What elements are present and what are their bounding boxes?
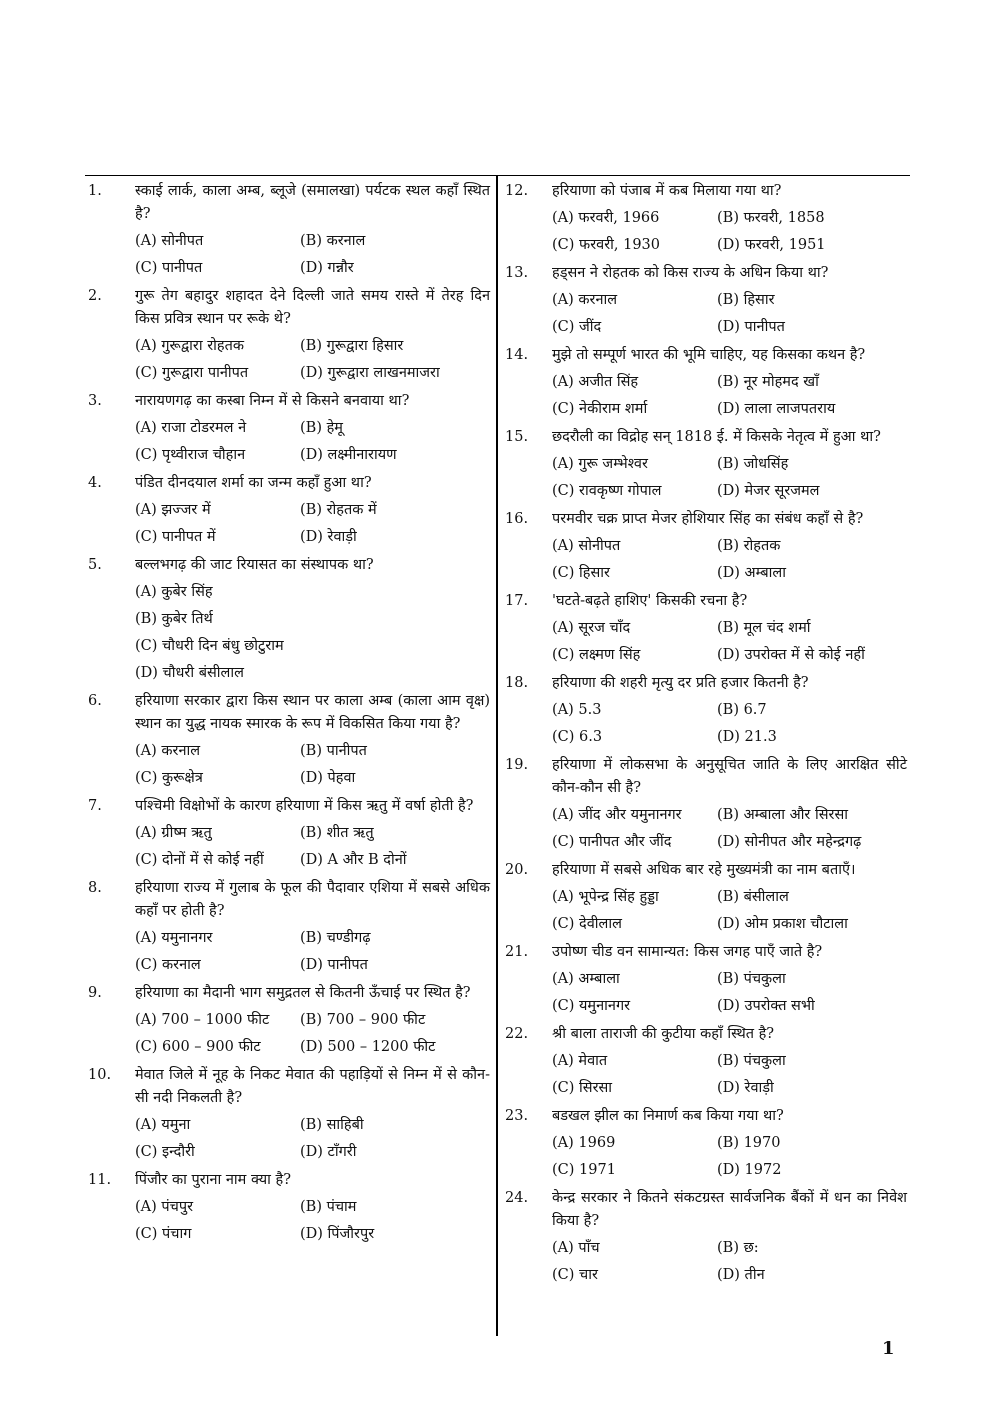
option-b: (B) 6.7: [717, 702, 767, 718]
option-b: (B) कुबेर तिर्थ: [135, 611, 213, 627]
option-b: (B) साहिबी: [300, 1117, 364, 1133]
question-number: 3.: [88, 393, 102, 409]
option-b: (B) छ:: [717, 1240, 759, 1256]
option-b: (B) गुरूद्वारा हिसार: [300, 338, 404, 354]
option-a: (A) सूरज चाँद: [552, 620, 631, 636]
question-text: श्री बाला ताराजी की कुटीया कहाँ स्थित है?: [552, 1026, 775, 1042]
option-c: (C) लक्ष्मण सिंह: [552, 647, 641, 663]
question-text: हरियाणा में सबसे अधिक बार रहे मुख्यमंत्री का नाम बताएँ।: [552, 862, 856, 878]
column-divider: [496, 176, 498, 1336]
question-text: हरियाणा सरकार द्वारा किस स्थान पर काला अम्ब (काला आम वृक्ष) स्थान का युद्ध नायक स्मारक के रूप में विकसित किया गया है?: [135, 693, 490, 732]
option-d: (D) ओम प्रकाश चौटाला: [717, 916, 848, 932]
option-d: (D) 21.3: [717, 729, 777, 745]
question-item: [505, 180, 907, 257]
options-grid: [135, 1196, 490, 1246]
question-number: 13.: [505, 265, 529, 281]
option-d: (D) रेवाड़ी: [717, 1080, 774, 1096]
option-d: (D) A और B दोनों: [300, 852, 407, 868]
option-d: (D) 500 – 1200 फीट: [300, 1039, 436, 1055]
question-number: 6.: [88, 693, 102, 709]
question-number: 12.: [505, 183, 529, 199]
option-b: (B) हिसार: [717, 292, 775, 308]
option-b: (B) 1970: [717, 1135, 781, 1151]
option-d: (D) सोनीपत और महेन्द्रगढ़: [717, 834, 862, 850]
question-text: गुरू तेग बहादुर शहादत देने दिल्ली जाते समय रास्ते में तेरह दिन किस प्रवित्र स्थान पर रूके थे?: [135, 288, 490, 327]
option-a: (A) कुबेर सिंह: [135, 584, 213, 600]
option-d: (D) पिंजौरपुर: [300, 1226, 375, 1242]
question-item: [505, 426, 907, 503]
question-number: 10.: [88, 1067, 112, 1083]
options-grid: [552, 617, 907, 667]
option-c: (C) यमुनानगर: [552, 998, 631, 1014]
question-item: [88, 1169, 490, 1246]
option-c: (C) पानीपत: [135, 260, 203, 276]
option-c: (C) पानीपत में: [135, 529, 216, 545]
option-c: (C) करनाल: [135, 957, 201, 973]
option-c: (C) कुरूक्षेत्र: [135, 770, 203, 786]
option-b: (B) पंचकुला: [717, 971, 786, 987]
options-grid: [552, 289, 907, 339]
question-item: [88, 1064, 490, 1164]
question-item: [88, 472, 490, 549]
question-item: [505, 859, 907, 936]
option-a: (A) फरवरी, 1966: [552, 210, 660, 226]
option-a: (A) यमुनानगर: [135, 930, 213, 946]
options-grid: [135, 230, 490, 280]
options-grid: [135, 335, 490, 385]
option-c: (C) चौधरी दिन बंधु छोटुराम: [135, 638, 284, 654]
option-b: (B) हेमू: [300, 420, 343, 436]
options-grid: [135, 581, 490, 685]
option-d: (D) पानीपत: [717, 319, 785, 335]
option-d: (D) गुरूद्वारा लाखनमाजरा: [300, 365, 440, 381]
option-b: (B) पंचकुला: [717, 1053, 786, 1069]
question-text: केन्द्र सरकार ने कितने संकटग्रस्त सार्वजनिक बैंकों में धन का निवेश किया है?: [552, 1190, 907, 1229]
option-a: (A) जींद और यमुनानगर: [552, 807, 682, 823]
question-text: परमवीर चक्र प्राप्त मेजर होशियार सिंह का संबंध कहाँ से है?: [552, 511, 864, 527]
options-grid: [135, 499, 490, 549]
question-item: [88, 877, 490, 977]
question-item: [505, 1105, 907, 1182]
options-grid: [552, 1237, 907, 1287]
option-b: (B) पंचाम: [300, 1199, 357, 1215]
question-text: हरियाणा की शहरी मृत्यु दर प्रति हजार कितनी है?: [552, 675, 809, 691]
option-c: (C) रावकृष्ण गोपाल: [552, 483, 662, 499]
option-c: (C) पंचाग: [135, 1226, 192, 1242]
question-item: [505, 754, 907, 854]
option-a: (A) पंचपुर: [135, 1199, 194, 1215]
option-d: (D) चौधरी बंसीलाल: [135, 665, 244, 681]
options-grid: [552, 699, 907, 749]
question-text: 'घटते-बढ़ते हाशिए' किसकी रचना है?: [552, 593, 748, 609]
option-c: (C) देवीलाल: [552, 916, 622, 932]
option-d: (D) लक्ष्मीनारायण: [300, 447, 397, 463]
option-c: (C) फरवरी, 1930: [552, 237, 660, 253]
option-a: (A) करनाल: [135, 743, 201, 759]
question-text: मेवात जिले में नूह के निकट मेवात की पहाड़ियों से निम्न में से कौन-सी नदी निकलती है?: [135, 1067, 490, 1106]
question-number: 20.: [505, 862, 529, 878]
question-item: [88, 795, 490, 872]
option-b: (B) 700 – 900 फीट: [300, 1012, 426, 1028]
question-number: 9.: [88, 985, 102, 1001]
question-number: 1.: [88, 183, 102, 199]
question-number: 18.: [505, 675, 529, 691]
question-number: 17.: [505, 593, 529, 609]
question-item: [88, 285, 490, 385]
option-a: (A) अजीत सिंह: [552, 374, 639, 390]
option-c: (C) 600 – 900 फीट: [135, 1039, 261, 1055]
option-d: (D) फरवरी, 1951: [717, 237, 826, 253]
right-column: [505, 180, 907, 1292]
option-b: (B) रोहतक: [717, 538, 781, 554]
option-b: (B) रोहतक में: [300, 502, 377, 518]
question-text: बल्लभगढ़ की जाट रियासत का संस्थापक था?: [135, 557, 374, 573]
options-grid: [135, 822, 490, 872]
question-item: [505, 508, 907, 585]
question-number: 21.: [505, 944, 529, 960]
option-a: (A) मेवात: [552, 1053, 608, 1069]
question-item: [505, 344, 907, 421]
question-item: [88, 390, 490, 467]
question-number: 14.: [505, 347, 529, 363]
question-number: 2.: [88, 288, 102, 304]
question-number: 5.: [88, 557, 102, 573]
question-item: [505, 672, 907, 749]
option-a: (A) राजा टोडरमल ने: [135, 420, 247, 436]
option-c: (C) पानीपत और जींद: [552, 834, 672, 850]
option-c: (C) गुरूद्वारा पानीपत: [135, 365, 249, 381]
question-item: [505, 1023, 907, 1100]
question-item: [88, 180, 490, 280]
question-text: स्काई लार्क, काला अम्ब, ब्लूजे (समालखा) पर्यटक स्थल कहाँ स्थित है?: [135, 183, 490, 222]
option-a: (A) 5.3: [552, 702, 602, 718]
option-b: (B) फरवरी, 1858: [717, 210, 825, 226]
option-c: (C) चार: [552, 1267, 598, 1283]
options-grid: [552, 453, 907, 503]
question-text: पश्चिमी विक्षोभों के कारण हरियाणा में किस ऋतु में वर्षा होती है?: [135, 798, 474, 814]
option-b: (B) चण्डीगढ़: [300, 930, 371, 946]
question-number: 22.: [505, 1026, 529, 1042]
question-text: हरियाणा में लोकसभा के अनुसूचित जाति के लिए आरक्षित सीटे कौन-कौन सी है?: [552, 757, 907, 796]
option-a: (A) भूपेन्द्र सिंह हुड्डा: [552, 889, 659, 905]
option-c: (C) जींद: [552, 319, 602, 335]
question-number: 15.: [505, 429, 529, 445]
question-number: 8.: [88, 880, 102, 896]
question-item: [88, 690, 490, 790]
options-grid: [552, 207, 907, 257]
question-item: [88, 982, 490, 1059]
option-d: (D) रेवाड़ी: [300, 529, 357, 545]
option-a: (A) करनाल: [552, 292, 618, 308]
question-item: [88, 554, 490, 685]
question-item: [505, 941, 907, 1018]
option-d: (D) अम्बाला: [717, 565, 786, 581]
question-text: पिंजौर का पुराना नाम क्या है?: [135, 1172, 291, 1188]
options-grid: [552, 371, 907, 421]
option-c: (C) 6.3: [552, 729, 603, 745]
option-d: (D) उपरोक्त में से कोई नहीं: [717, 647, 865, 663]
option-a: (A) ग्रीष्म ऋतु: [135, 825, 212, 841]
option-c: (C) सिरसा: [552, 1080, 613, 1096]
option-a: (A) 1969: [552, 1135, 616, 1151]
option-a: (A) यमुना: [135, 1117, 191, 1133]
option-b: (B) करनाल: [300, 233, 366, 249]
option-b: (B) अम्बाला और सिरसा: [717, 807, 849, 823]
options-grid: [552, 968, 907, 1018]
question-text: पंडित दीनदयाल शर्मा का जन्म कहाँ हुआ था?: [135, 475, 372, 491]
question-number: 19.: [505, 757, 529, 773]
option-a: (A) सोनीपत: [135, 233, 204, 249]
options-grid: [552, 886, 907, 936]
question-number: 23.: [505, 1108, 529, 1124]
option-d: (D) टाँगरी: [300, 1144, 357, 1160]
option-c: (C) 1971: [552, 1162, 616, 1178]
question-text: हरियाणा राज्य में गुलाब के फूल की पैदावार एशिया में सबसे अधिक कहाँ पर होती है?: [135, 880, 490, 919]
option-a: (A) गुरू जम्भेश्वर: [552, 456, 648, 472]
question-item: [505, 262, 907, 339]
option-b: (B) मूल चंद शर्मा: [717, 620, 811, 636]
question-text: हड्सन ने रोहतक को किस राज्य के अधिन किया था?: [552, 265, 829, 281]
question-text: मुझे तो सम्पूर्ण भारत की भूमि चाहिए, यह किसका कथन है?: [552, 347, 866, 363]
question-text: छदरौली का विद्रोह सन् 1818 ई. में किसके नेतृत्व में हुआ था?: [552, 429, 881, 445]
question-number: 16.: [505, 511, 529, 527]
option-d: (D) 1972: [717, 1162, 782, 1178]
option-c: (C) नेकीराम शर्मा: [552, 401, 648, 417]
option-b: (B) पानीपत: [300, 743, 367, 759]
question-text: बडखल झील का निमार्ण कब किया गया था?: [552, 1108, 784, 1124]
question-text: हरियाणा को पंजाब में कब मिलाया गया था?: [552, 183, 782, 199]
options-grid: [135, 1114, 490, 1164]
question-item: [505, 1187, 907, 1287]
option-d: (D) गन्नौर: [300, 260, 354, 276]
left-column: [88, 180, 490, 1251]
question-item: [505, 590, 907, 667]
options-grid: [552, 535, 907, 585]
option-c: (C) इन्दौरी: [135, 1144, 195, 1160]
question-number: 4.: [88, 475, 102, 491]
option-d: (D) मेजर सूरजमल: [717, 483, 820, 499]
options-grid: [552, 804, 907, 854]
option-d: (D) पानीपत: [300, 957, 368, 973]
question-text: उपोष्ण चीड वन सामान्यत: किस जगह पाएँ जाते है?: [552, 944, 823, 960]
options-grid: [135, 1009, 490, 1059]
options-grid: [135, 740, 490, 790]
question-text: हरियाणा का मैदानी भाग समुद्रतल से कितनी ऊँचाई पर स्थित है?: [135, 985, 471, 1001]
option-a: (A) पाँच: [552, 1240, 600, 1256]
option-d: (D) उपरोक्त सभी: [717, 998, 815, 1014]
options-grid: [135, 927, 490, 977]
option-a: (A) 700 – 1000 फीट: [135, 1012, 270, 1028]
options-grid: [135, 417, 490, 467]
question-text: नारायणगढ़ का कस्बा निम्न में से किसने बनवाया था?: [135, 393, 410, 409]
option-d: (D) पेहवा: [300, 770, 356, 786]
options-grid: [552, 1132, 907, 1182]
question-number: 24.: [505, 1190, 529, 1206]
option-a: (A) गुरूद्वारा रोहतक: [135, 338, 244, 354]
question-number: 7.: [88, 798, 102, 814]
option-c: (C) पृथ्वीराज चौहान: [135, 447, 246, 463]
option-b: (B) शीत ऋतु: [300, 825, 374, 841]
option-d: (D) लाला लाजपतराय: [717, 401, 836, 417]
option-c: (C) दोनों में से कोई नहीं: [135, 852, 264, 868]
option-c: (C) हिसार: [552, 565, 610, 581]
option-b: (B) बंसीलाल: [717, 889, 789, 905]
question-number: 11.: [88, 1172, 112, 1188]
option-a: (A) अम्बाला: [552, 971, 620, 987]
options-grid: [552, 1050, 907, 1100]
option-a: (A) झज्जर में: [135, 502, 211, 518]
option-a: (A) सोनीपत: [552, 538, 621, 554]
page-number: 1: [882, 1338, 895, 1359]
option-d: (D) तीन: [717, 1267, 765, 1283]
option-b: (B) जोधसिंह: [717, 456, 789, 472]
option-b: (B) नूर मोहमद खाँ: [717, 374, 819, 390]
